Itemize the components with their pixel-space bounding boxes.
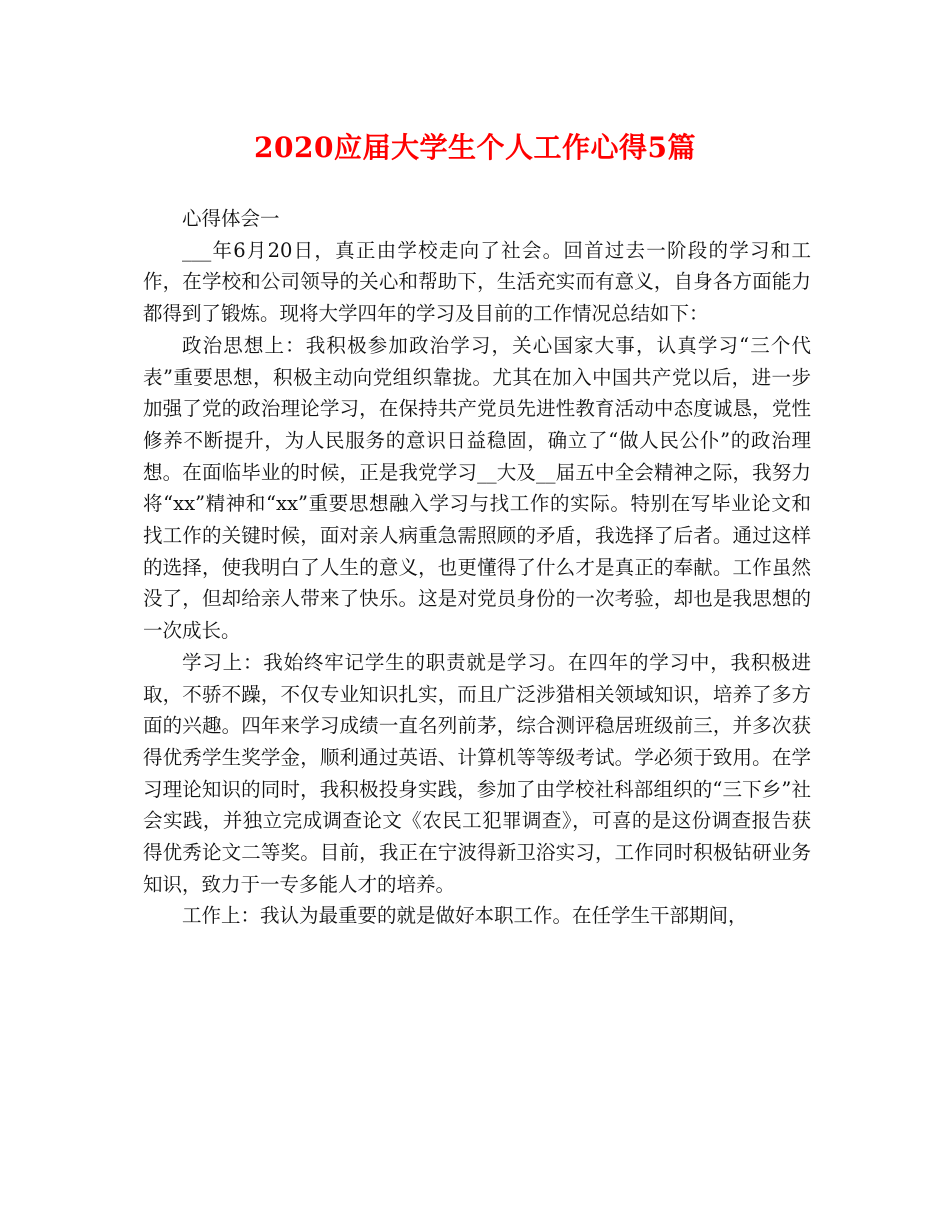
paragraph-study: 学习上：我始终牢记学生的职责就是学习。在四年的学习中，我积极进取，不骄不躁，不仅专业知识扎实，而且广泛涉猎相关领域知识，培养了多方面的兴趣。四年来学习成绩一直名列前茅，综合测评稳居班级前三，并多次获得优秀学生奖学金，顺利通过英语、计算机等等级考试。学必须于致用。在学习理论知识的同时，我积极投身实践，参加了由学校社科部组织的“三下乡”社会实践，并独立完成调查论文《农民工犯罪调查》，可喜的是这份调查报告获得优秀论文二等奖。目前，我正在宁波得新卫浴实习，工作同时积极钻研业务知识，致力于一专多能人才的培养。 xyxy=(143,650,811,896)
document-body xyxy=(143,203,811,932)
document-title: 2020应届大学生个人工作心得5篇 xyxy=(254,131,696,164)
paragraph-work: 工作上：我认为最重要的就是做好本职工作。在任学生干部期间， xyxy=(182,904,748,928)
paragraph-intro: ___年6月20日，真正由学校走向了社会。回首过去一阶段的学习和工作，在学校和公司领导的关心和帮助下，生活充实而有意义，自身各方面能力都得到了锻炼。现将大学四年的学习及目前的工作情况总结如下： xyxy=(143,238,811,326)
section-heading: 心得体会一 xyxy=(182,207,280,230)
paragraph-political: 政治思想上：我积极参加政治学习，关心国家大事，认真学习“三个代表”重要思想，积极主动向党组织靠拢。尤其在加入中国共产党以后，进一步加强了党的政治理论学习，在保持共产党员先进性教育活动中态度诚恳，党性修养不断提升，为人民服务的意识日益稳固，确立了“做人民公仆”的政治理想。在面临毕业的时候，正是我党学习__大及__届五中全会精神之际，我努力将“xx”精神和“xx”重要思想融入学习与找工作的实际。特别在写毕业论文和找工作的关键时候，面对亲人病重急需照顾的矛盾，我选择了后者。通过这样的选择，使我明白了人生的意义，也更懂得了什么才是真正的奉献。工作虽然没了，但却给亲人带来了快乐。这是对党员身份的一次考验，却也是我思想的一次成长。 xyxy=(143,333,811,643)
